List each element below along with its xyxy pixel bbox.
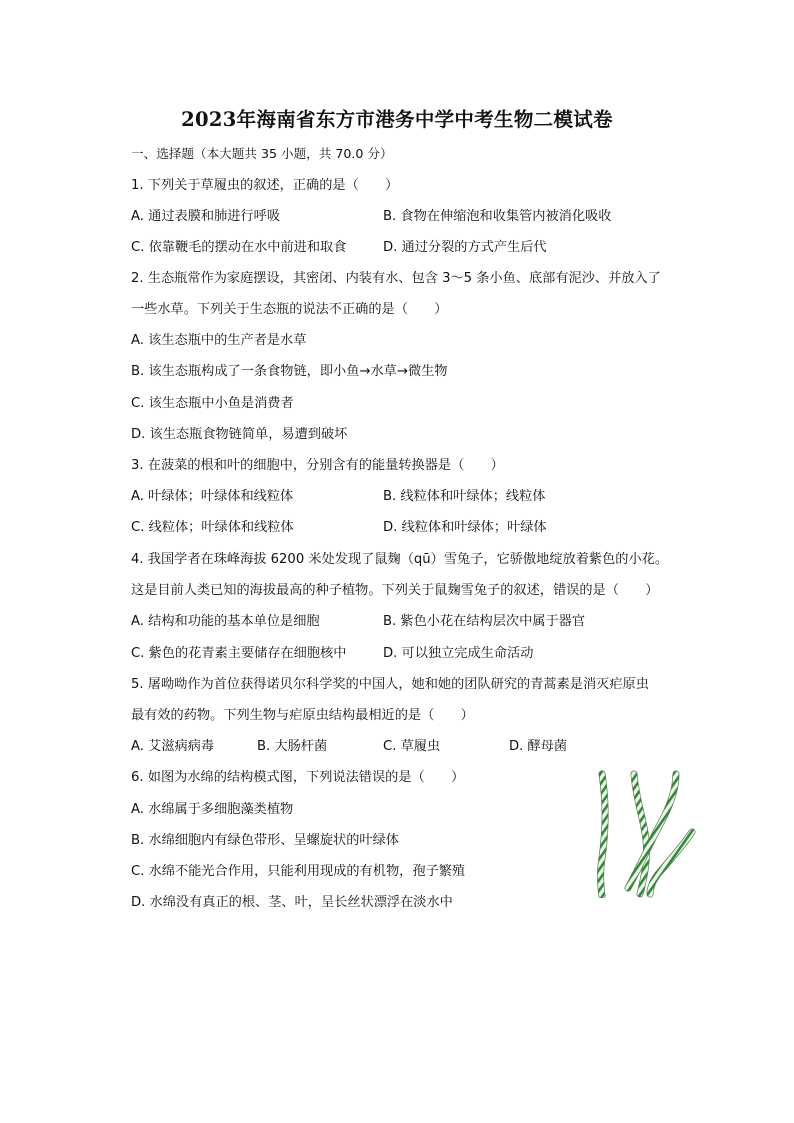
- question-3-option-a: A. 叶绿体；叶绿体和线粒体: [131, 489, 294, 504]
- question-1-option-b: B. 食物在伸缩泡和收集管内被消化吸收: [383, 209, 612, 224]
- question-2-stem-line-1: 2. 生态瓶常作为家庭摆设，其密闭、内装有水、包含 3～5 条小鱼、底部有泥沙、并放入了: [131, 271, 661, 286]
- question-6-option-a: A. 水绵属于多细胞藻类植物: [131, 802, 294, 817]
- question-2-stem-line-2: 一些水草。下列关于生态瓶的说法不正确的是（ ）: [131, 302, 448, 317]
- question-5-stem-line-1: 5. 屠呦呦作为首位获得诺贝尔科学奖的中国人，她和她的团队研究的青蒿素是消灭疟原虫: [131, 677, 649, 692]
- question-1-stem: 1. 下列关于草履虫的叙述，正确的是（ ）: [131, 178, 399, 193]
- question-6-option-b: B. 水绵细胞内有绿色带形、呈螺旋状的叶绿体: [131, 833, 399, 848]
- question-3-option-b: B. 线粒体和叶绿体；线粒体: [383, 489, 546, 504]
- spirogyra-figure: [594, 770, 700, 898]
- question-4-stem-line-2: 这是目前人类已知的海拔最高的种子植物。下列关于鼠麹雪兔子的叙述，错误的是（ ）: [131, 583, 659, 598]
- question-1-option-a: A. 通过表膜和肺进行呼吸: [131, 209, 281, 224]
- question-3-option-c: C. 线粒体；叶绿体和线粒体: [131, 520, 294, 535]
- question-1-option-d: D. 通过分裂的方式产生后代: [383, 240, 547, 255]
- question-4-option-d: D. 可以独立完成生命活动: [383, 646, 534, 661]
- question-6-option-c: C. 水绵不能光合作用，只能利用现成的有机物，孢子繁殖: [131, 864, 466, 879]
- question-5-option-a: A. 艾滋病病毒: [131, 739, 215, 754]
- question-5-stem-line-2: 最有效的药物。下列生物与疟原虫结构最相近的是（ ）: [131, 708, 474, 723]
- question-5-option-c: C. 草履虫: [383, 739, 441, 754]
- question-4-stem-line-1: 4. 我国学者在珠峰海拔 6200 米处发现了鼠麹（qū）雪兔子，它骄傲地绽放着紫色的小花。: [131, 552, 669, 567]
- question-4-option-a: A. 结构和功能的基本单位是细胞: [131, 614, 320, 629]
- question-3-option-d: D. 线粒体和叶绿体；叶绿体: [383, 520, 547, 535]
- question-3-stem: 3. 在菠菜的根和叶的细胞中，分别含有的能量转换器是（ ）: [131, 458, 504, 473]
- question-2-option-d: D. 该生态瓶食物链简单，易遭到破坏: [131, 427, 348, 442]
- question-6-stem: 6. 如图为水绵的结构模式图，下列说法错误的是（ ）: [131, 770, 465, 785]
- question-4-option-c: C. 紫色的花青素主要储存在细胞核中: [131, 646, 347, 661]
- question-5-option-d: D. 酵母菌: [509, 739, 568, 754]
- question-2-option-c: C. 该生态瓶中小鱼是消费者: [131, 396, 294, 411]
- exam-title: 2023年海南省东方市港务中学中考生物二模试卷: [181, 108, 613, 131]
- question-1-option-c: C. 依靠鞭毛的摆动在水中前进和取食: [131, 240, 347, 255]
- question-6-option-d: D. 水绵没有真正的根、茎、叶，呈长丝状漂浮在淡水中: [131, 895, 453, 910]
- question-2-option-b: B. 该生态瓶构成了一条食物链，即小鱼→水草→微生物: [131, 364, 448, 379]
- question-2-option-a: A. 该生态瓶中的生产者是水草: [131, 333, 307, 348]
- section-heading: 一、选择题（本大题共 35 小题，共 70.0 分）: [131, 146, 393, 161]
- question-5-option-b: B. 大肠杆菌: [257, 739, 328, 754]
- question-4-option-b: B. 紫色小花在结构层次中属于器官: [383, 614, 586, 629]
